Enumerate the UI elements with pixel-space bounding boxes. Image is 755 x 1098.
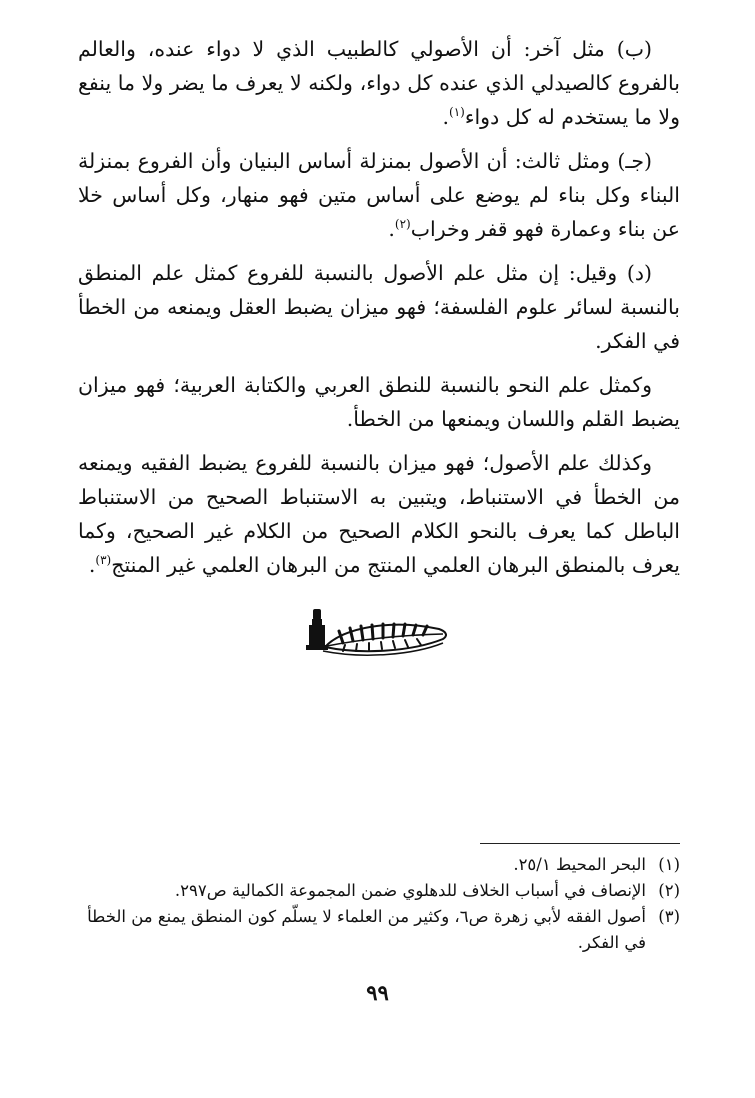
- footnote-ref-1[interactable]: (١): [449, 105, 465, 120]
- footnotes: [78, 852, 680, 956]
- quill-inkwell-icon: [303, 605, 453, 661]
- footnote-text: البحر المحيط ٢٥/١.: [513, 855, 646, 874]
- footnote-text: الإنصاف في أسباب الخلاف للدهلوي ضمن المجموعة الكمالية ص٢٩٧.: [174, 881, 646, 900]
- paragraph-end: .: [88, 553, 96, 577]
- footnote-ref-2[interactable]: (٢): [394, 217, 411, 232]
- page-number: ٩٩: [366, 980, 389, 1005]
- paragraph-end: .: [388, 217, 395, 241]
- footnote-number: (١): [658, 855, 680, 874]
- paragraph-text: (جـ) ومثل ثالث: أن الأصول بمنزلة أساس البنيان وأن الفروع بمنزلة البناء وكل بناء لم يوضع على أساس متين فهو منهار، وكل أساس خلا عن بناء وعمارة فهو قفر وخراب: [78, 149, 680, 241]
- footnote-number: (٢): [658, 881, 680, 900]
- paragraph-nahw: [78, 368, 680, 436]
- paragraph-d: [78, 256, 680, 358]
- paragraph-text: وكذلك علم الأصول؛ فهو ميزان بالنسبة للفروع يضبط الفقيه ويمنعه من الخطأ في الاستنباط، ويتبين به الاستنباط الصحيح من الاستنباط الباطل كما يعرف بالنحو الكلام الصحيح من الكلام غير الصحيح، وكما يعرف بالمنطق البرهان العلمي المنتج من البرهان العلمي غير المنتج: [78, 451, 680, 577]
- main-text: [78, 32, 680, 592]
- footnote-2: [78, 878, 680, 904]
- paragraph-usul: [78, 446, 680, 582]
- paragraph-j: [78, 144, 680, 246]
- footnote-divider: [480, 843, 680, 844]
- paragraph-text: (د) وقيل: إن مثل علم الأصول بالنسبة للفروع كمثل علم المنطق بالنسبة لسائر علوم الفلسفة؛ فهو ميزان يضبط العقل ويمنعه من الخطأ في الفكر.: [78, 261, 680, 353]
- paragraph-b: [78, 32, 680, 134]
- section-ornament: [0, 605, 755, 661]
- footnote-3: [78, 904, 680, 956]
- footnote-1: [78, 852, 680, 878]
- footnote-text: أصول الفقه لأبي زهرة ص٦، وكثير من العلماء لا يسلّم كون المنطق يمنع من الخطأ في الفكر.: [87, 907, 646, 952]
- footnote-ref-3[interactable]: (٣): [95, 553, 112, 568]
- paragraph-text: (ب) مثل آخر: أن الأصولي كالطبيب الذي لا دواء عنده، والعالم بالفروع كالصيدلي الذي عنده كل دواء، ولكنه لا يعرف ما يضر ولا ما ينفع ولا ما يستخدم له كل دواء: [78, 37, 680, 129]
- paragraph-end: .: [442, 105, 450, 129]
- footnote-number: (٣): [658, 907, 680, 926]
- paragraph-text: وكمثل علم النحو بالنسبة للنطق العربي والكتابة العربية؛ فهو ميزان يضبط القلم واللسان ويمنعها من الخطأ.: [78, 373, 680, 431]
